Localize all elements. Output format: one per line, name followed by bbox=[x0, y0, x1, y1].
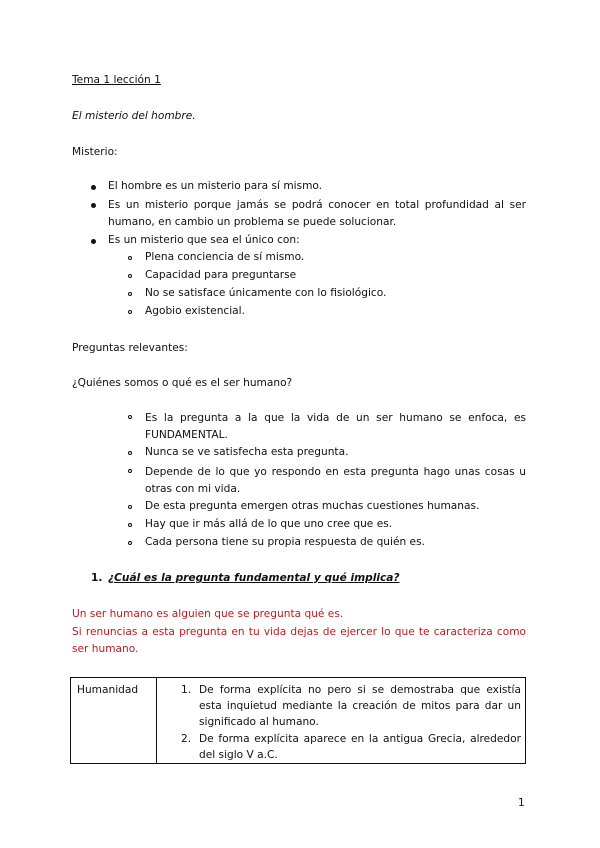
question-point-4: De esta pregunta emergen otras muchas cuestiones humanas. bbox=[145, 500, 480, 512]
table-item-2: De forma explícita aparece en la antigua Grecia, alrededor del siglo V a.C. bbox=[199, 733, 521, 761]
numbered-heading-text: ¿Cuál es la pregunta fundamental y qué implica? bbox=[108, 572, 400, 584]
sub-bullet-marker bbox=[128, 469, 132, 473]
section-label-misterio: Misterio: bbox=[72, 146, 118, 158]
sub-bullet-item-2: Capacidad para preguntarse bbox=[145, 269, 297, 281]
table-item-number-1: 1. bbox=[181, 684, 192, 696]
sub-bullet-marker bbox=[128, 541, 132, 545]
red-statement-2: Si renuncias a esta pregunta en tu vida dejas de ejercer lo que te caracteriza como ser humano. bbox=[72, 626, 526, 655]
main-question: ¿Quiénes somos o qué es el ser humano? bbox=[72, 377, 293, 389]
table-label: Humanidad bbox=[77, 684, 139, 696]
question-point-6: Cada persona tiene su propia respuesta de quién es. bbox=[145, 536, 425, 548]
sub-bullet-marker bbox=[128, 451, 132, 455]
table-label-cell bbox=[71, 678, 157, 764]
bullet-item-1: El hombre es un misterio para sí mismo. bbox=[108, 180, 323, 192]
humanidad-table bbox=[70, 677, 526, 764]
bullet-marker bbox=[91, 203, 96, 208]
red-statement-1: Un ser humano es alguien que se pregunta qué es. bbox=[72, 608, 344, 620]
question-point-5: Hay que ir más allá de lo que uno cree que es. bbox=[145, 518, 393, 530]
sub-bullet-item-1: Plena conciencia de sí mismo. bbox=[145, 251, 305, 263]
sub-bullet-marker bbox=[128, 415, 132, 419]
bullet-marker bbox=[91, 239, 96, 244]
document-subtitle: El misterio del hombre. bbox=[72, 110, 196, 122]
relevant-questions-label: Preguntas relevantes: bbox=[72, 342, 188, 354]
table-content-cell bbox=[157, 678, 526, 764]
sub-bullet-marker bbox=[128, 256, 132, 260]
table-item-number-2: 2. bbox=[181, 733, 192, 745]
sub-bullet-marker bbox=[128, 292, 132, 296]
page-heading: Tema 1 lección 1 bbox=[72, 74, 161, 86]
sub-bullet-marker bbox=[128, 523, 132, 527]
bullet-marker bbox=[91, 185, 96, 190]
question-point-3: Depende de lo que yo respondo en esta pregunta hago unas cosas u otras con mi vida. bbox=[145, 466, 526, 495]
sub-bullet-marker bbox=[128, 274, 132, 278]
bullet-item-3: Es un misterio que sea el único con: bbox=[108, 234, 300, 246]
bullet-item-2: Es un misterio porque jamás se podrá conocer en total profundidad al ser humano, en cambio un problema se puede solucionar. bbox=[108, 199, 526, 228]
sub-bullet-item-3: No se satisface únicamente con lo fisiológico. bbox=[145, 287, 387, 299]
numbered-heading-number: 1. bbox=[91, 572, 103, 584]
sub-bullet-item-4: Agobio existencial. bbox=[145, 305, 245, 317]
sub-bullet-marker bbox=[128, 505, 132, 509]
question-point-2: Nunca se ve satisfecha esta pregunta. bbox=[145, 446, 349, 458]
table-item-1: De forma explícita no pero si se demostraba que existía esta inquietud mediante la creación de mitos para dar un significado al humano. bbox=[199, 684, 521, 728]
page-number: 1 bbox=[518, 797, 525, 809]
sub-bullet-marker bbox=[128, 310, 132, 314]
question-point-1: Es la pregunta a la que la vida de un ser humano se enfoca, es FUNDAMENTAL. bbox=[145, 412, 526, 441]
